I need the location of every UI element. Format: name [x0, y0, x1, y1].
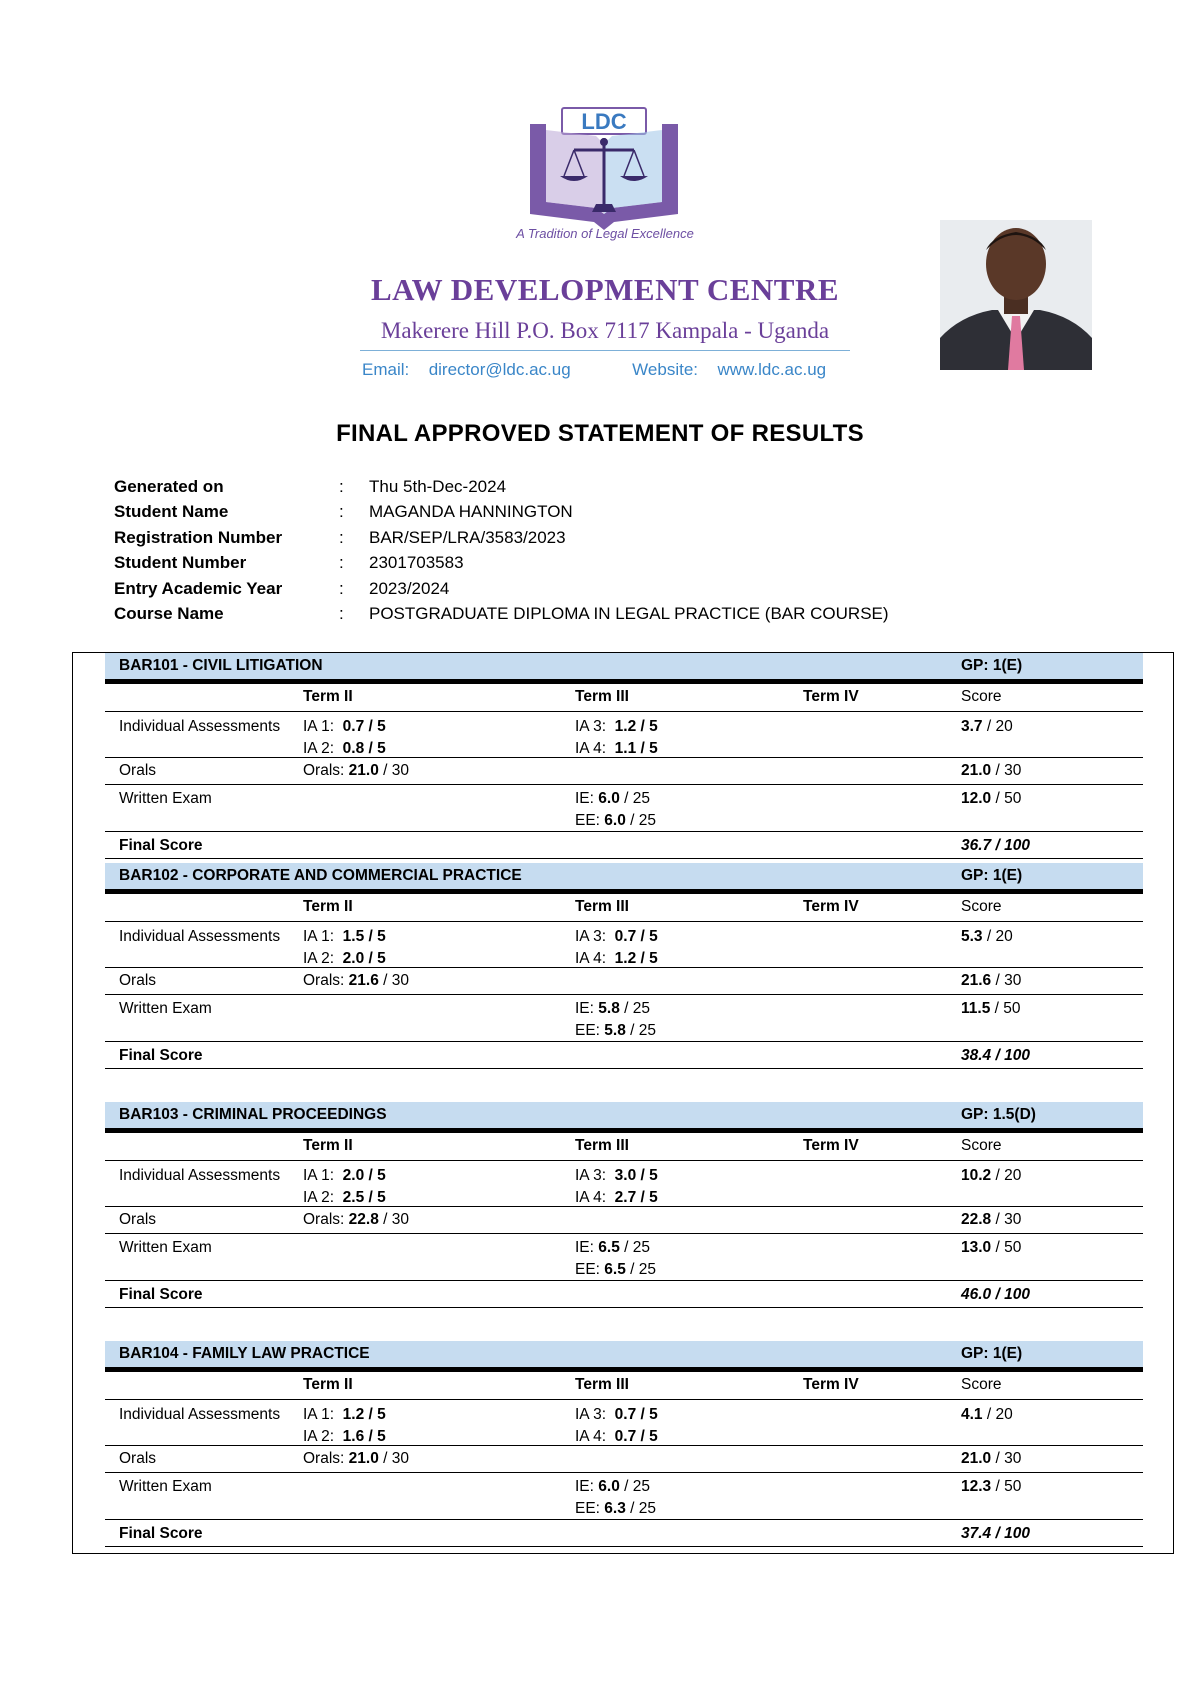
course-header: [105, 1102, 1143, 1133]
info-row-student-name: [114, 500, 889, 526]
course-block-2: [105, 863, 1143, 1069]
final-score-value: 46.0 / 100: [961, 1286, 1030, 1303]
results-container: [72, 652, 1174, 1554]
orals-row: [105, 1446, 1143, 1473]
course-block-3: [105, 1102, 1143, 1308]
written-score: 12.3 / 50: [961, 1478, 1022, 1495]
written-exam-row: [105, 1473, 1143, 1520]
course-name: BAR101 - CIVIL LITIGATION: [119, 657, 323, 674]
info-label: Course Name: [114, 604, 224, 624]
written-exam-row: [105, 785, 1143, 832]
final-score-row: [105, 1281, 1143, 1308]
course-name: BAR103 - CRIMINAL PROCEEDINGS: [119, 1106, 387, 1123]
orals-score: 22.8 / 30: [961, 1211, 1022, 1228]
term-header-row: [105, 894, 1143, 922]
ie-entry: IE: 6.0 / 25: [575, 790, 650, 807]
ia4-entry: IA 4: 2.7 / 5: [575, 1189, 658, 1206]
ee-entry: EE: 6.0 / 25: [575, 812, 657, 829]
info-row-student-number: [114, 551, 889, 577]
row-label: Written Exam: [119, 790, 212, 807]
address-underline: [360, 350, 850, 351]
info-colon: :: [339, 578, 344, 598]
term-iv-header: Term IV: [803, 688, 859, 705]
course-grade-point: GP: 1(E): [961, 657, 1023, 674]
term-ii-header: Term II: [303, 688, 353, 705]
document-title: FINAL APPROVED STATEMENT OF RESULTS: [336, 420, 864, 447]
final-score-label: Final Score: [119, 1286, 203, 1303]
orals-entry: Orals: 22.8 / 30: [303, 1211, 409, 1228]
individual-assessments-row: [105, 1161, 1143, 1207]
orals-score: 21.0 / 30: [961, 762, 1022, 779]
term-header-row: [105, 1133, 1143, 1161]
row-label: Orals: [119, 972, 157, 989]
term-iii-header: Term III: [575, 898, 629, 915]
info-label: Student Name: [114, 502, 229, 522]
final-score-label: Final Score: [119, 1047, 203, 1064]
written-exam-row: [105, 1234, 1143, 1281]
score-header: Score: [961, 1376, 1002, 1393]
info-label: Generated on: [114, 476, 224, 496]
org-address: Makerere Hill P.O. Box 7117 Kampala - Uganda: [380, 318, 830, 343]
student-info: [114, 474, 889, 627]
email-label: Email:: [362, 360, 410, 379]
final-score-row: [105, 832, 1143, 859]
ia3-entry: IA 3: 0.7 / 5: [575, 1406, 658, 1423]
website-link[interactable]: www.ldc.ac.ug: [717, 360, 827, 379]
term-header-row: [105, 1372, 1143, 1400]
score-header: Score: [961, 688, 1002, 705]
row-label: Individual Assessments: [119, 1406, 281, 1423]
term-ii-header: Term II: [303, 1376, 353, 1393]
email-link[interactable]: director@ldc.ac.ug: [428, 360, 571, 379]
row-label: Individual Assessments: [119, 718, 281, 735]
ia1-entry: IA 1: 1.2 / 5: [303, 1406, 386, 1423]
written-score: 11.5 / 50: [961, 1000, 1021, 1017]
orals-row: [105, 1207, 1143, 1234]
term-iv-header: Term IV: [803, 1376, 859, 1393]
info-row-course-name: [114, 602, 889, 628]
ia2-entry: IA 2: 0.8 / 5: [303, 740, 386, 757]
ie-entry: IE: 6.0 / 25: [575, 1478, 650, 1495]
row-label: Individual Assessments: [119, 928, 281, 945]
row-label: Orals: [119, 1211, 157, 1228]
info-row-entry-year: [114, 576, 889, 602]
info-colon: :: [339, 502, 344, 522]
course-header: [105, 863, 1143, 894]
final-score-value: 37.4 / 100: [961, 1525, 1030, 1542]
row-label: Written Exam: [119, 1000, 212, 1017]
course-header: [105, 1341, 1143, 1372]
row-label: Orals: [119, 1450, 157, 1467]
term-ii-header: Term II: [303, 898, 353, 915]
score-header: Score: [961, 1137, 1002, 1154]
info-row-registration: [114, 525, 889, 551]
orals-entry: Orals: 21.0 / 30: [303, 1450, 409, 1467]
written-exam-row: [105, 995, 1143, 1042]
info-label: Entry Academic Year: [114, 578, 283, 598]
course-block-1: [105, 653, 1143, 859]
info-colon: :: [339, 553, 344, 573]
info-value: 2301703583: [369, 553, 464, 573]
student-photo: [940, 220, 1092, 370]
ia3-entry: IA 3: 0.7 / 5: [575, 928, 658, 945]
info-row-generated: [114, 474, 889, 500]
org-name: LAW DEVELOPMENT CENTRE: [370, 272, 840, 307]
info-colon: :: [339, 604, 344, 624]
final-score-row: [105, 1520, 1143, 1547]
course-grade-point: GP: 1(E): [961, 1345, 1023, 1362]
info-value: BAR/SEP/LRA/3583/2023: [369, 527, 566, 547]
orals-entry: Orals: 21.6 / 30: [303, 972, 409, 989]
row-label: Individual Assessments: [119, 1167, 281, 1184]
org-contact: [362, 360, 852, 380]
ia-score: 5.3 / 20: [961, 928, 1013, 945]
info-label: Registration Number: [114, 527, 283, 547]
term-iii-header: Term III: [575, 688, 629, 705]
term-header-row: [105, 684, 1143, 712]
final-score-label: Final Score: [119, 1525, 203, 1542]
org-tagline: A Tradition of Legal Excellence: [516, 226, 694, 241]
ee-entry: EE: 6.5 / 25: [575, 1261, 657, 1278]
individual-assessments-row: [105, 1400, 1143, 1446]
final-score-value: 38.4 / 100: [961, 1047, 1030, 1064]
info-colon: :: [339, 527, 344, 547]
ia-score: 4.1 / 20: [961, 1406, 1013, 1423]
written-score: 13.0 / 50: [961, 1239, 1022, 1256]
logo-text: LDC: [581, 109, 627, 134]
info-value: 2023/2024: [369, 578, 450, 598]
row-label: Orals: [119, 762, 157, 779]
score-header: Score: [961, 898, 1002, 915]
ia2-entry: IA 2: 2.5 / 5: [303, 1189, 386, 1206]
orals-row: [105, 968, 1143, 995]
written-score: 12.0 / 50: [961, 790, 1022, 807]
info-label: Student Number: [114, 553, 247, 573]
term-iii-header: Term III: [575, 1137, 629, 1154]
ia1-entry: IA 1: 1.5 / 5: [303, 928, 386, 945]
course-grade-point: GP: 1(E): [961, 867, 1023, 884]
term-iv-header: Term IV: [803, 898, 859, 915]
course-name: BAR102 - CORPORATE AND COMMERCIAL PRACTICE: [119, 867, 522, 884]
course-name: BAR104 - FAMILY LAW PRACTICE: [119, 1345, 370, 1362]
ia3-entry: IA 3: 3.0 / 5: [575, 1167, 658, 1184]
row-label: Written Exam: [119, 1239, 212, 1256]
orals-row: [105, 758, 1143, 785]
final-score-row: [105, 1042, 1143, 1069]
individual-assessments-row: [105, 712, 1143, 758]
info-value: MAGANDA HANNINGTON: [369, 502, 573, 522]
ee-entry: EE: 5.8 / 25: [575, 1022, 657, 1039]
row-label: Written Exam: [119, 1478, 212, 1495]
info-value: Thu 5th-Dec-2024: [369, 476, 507, 496]
course-header: [105, 653, 1143, 684]
ia-score: 3.7 / 20: [961, 718, 1013, 735]
ee-entry: EE: 6.3 / 25: [575, 1500, 657, 1517]
ia2-entry: IA 2: 1.6 / 5: [303, 1428, 386, 1445]
ia3-entry: IA 3: 1.2 / 5: [575, 718, 658, 735]
ie-entry: IE: 6.5 / 25: [575, 1239, 650, 1256]
info-value: POSTGRADUATE DIPLOMA IN LEGAL PRACTICE (BAR COURSE): [369, 604, 889, 624]
individual-assessments-row: [105, 922, 1143, 968]
term-iv-header: Term IV: [803, 1137, 859, 1154]
final-score-label: Final Score: [119, 837, 203, 854]
ie-entry: IE: 5.8 / 25: [575, 1000, 650, 1017]
ia4-entry: IA 4: 1.1 / 5: [575, 740, 658, 757]
orals-score: 21.6 / 30: [961, 972, 1022, 989]
website-label: Website:: [632, 360, 698, 379]
ia2-entry: IA 2: 2.0 / 5: [303, 950, 386, 967]
orals-score: 21.0 / 30: [961, 1450, 1022, 1467]
course-grade-point: GP: 1.5(D): [961, 1106, 1036, 1123]
term-iii-header: Term III: [575, 1376, 629, 1393]
final-score-value: 36.7 / 100: [961, 837, 1030, 854]
term-ii-header: Term II: [303, 1137, 353, 1154]
ia4-entry: IA 4: 0.7 / 5: [575, 1428, 658, 1445]
ia-score: 10.2 / 20: [961, 1167, 1022, 1184]
ia1-entry: IA 1: 0.7 / 5: [303, 718, 386, 735]
info-colon: :: [339, 476, 344, 496]
ia4-entry: IA 4: 1.2 / 5: [575, 950, 658, 967]
orals-entry: Orals: 21.0 / 30: [303, 762, 409, 779]
course-block-4: [105, 1341, 1143, 1547]
ia1-entry: IA 1: 2.0 / 5: [303, 1167, 386, 1184]
